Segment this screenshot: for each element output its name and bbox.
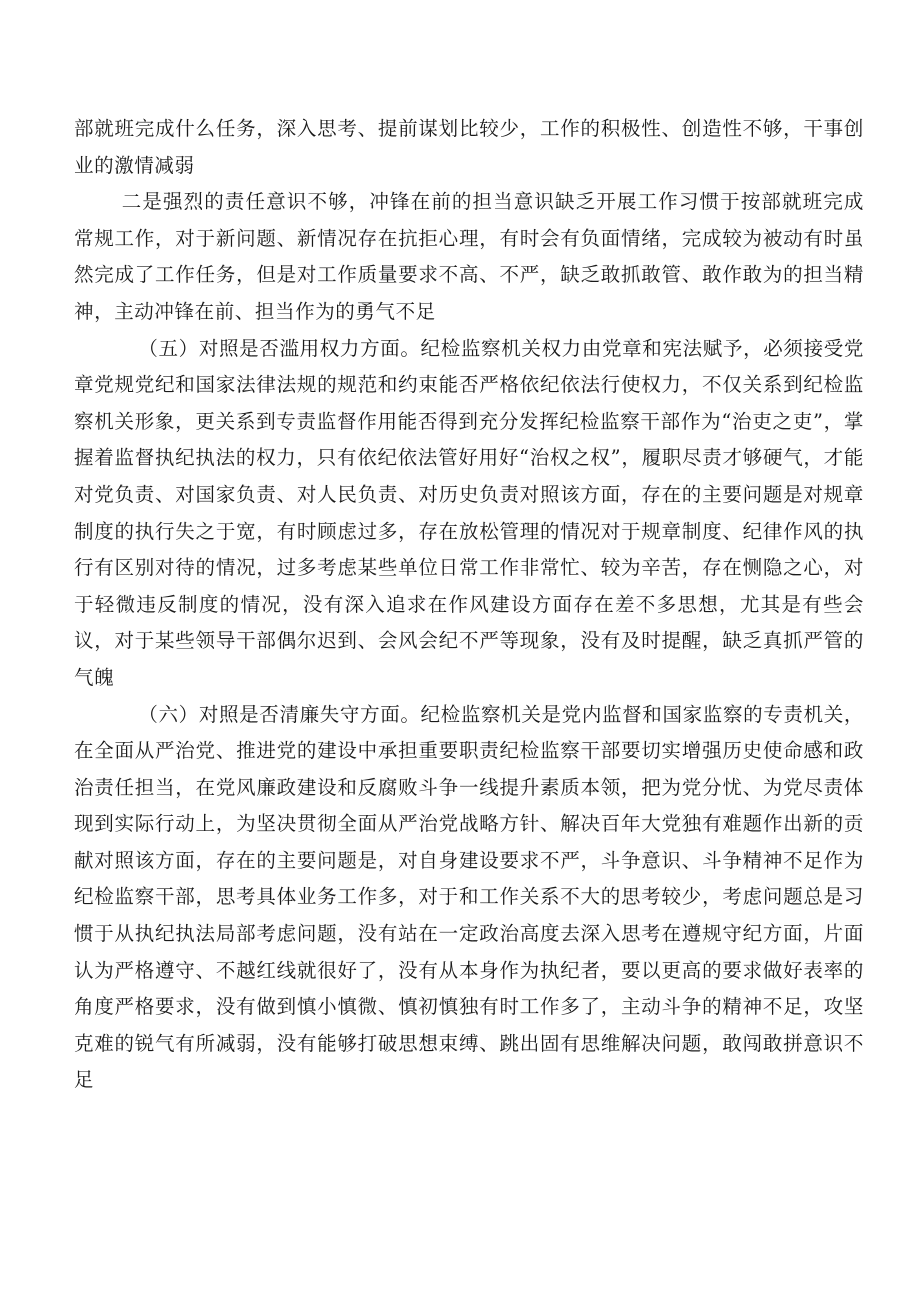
paragraph-section-five: （五）对照是否滥用权力方面。纪检监察机关权力由党章和宪法赋予，必须接受党章党规党纪和国家法律法规的规范和约束能否严格依纪依法行使权力，不仅关系到纪检监察机关形象，更关系到专责监督作用能否得到充分发挥纪检监察干部作为“治吏之吏”，掌握着监督执纪执法的权力，只有依纪依法管好用好“治权之权”，履职尽责才够硬气，才能对党负责、对国家负责、对人民负责、对历史负责对照该方面，存在的主要问题是对规章制度的执行失之于宽，有时顾虑过多，存在放松管理的情况对于规章制度、纪律作风的执行有区别对待的情况，过多考虑某些单位日常工作非常忙、较为辛苦，存在恻隐之心，对于轻微违反制度的情况，没有深入追求在作风建设方面存在差不多思想，尤其是有些会议，对于某些领导干部偶尔迟到、会风会纪不严等现象，没有及时提醒，缺乏真抓严管的气魄: [74, 336, 864, 689]
paragraph-responsibility: 二是强烈的责任意识不够，冲锋在前的担当意识缺乏开展工作习惯于按部就班完成常规工作，对于新问题、新情况存在抗拒心理，有时会有负面情绪，完成较为被动有时虽然完成了工作任务，但是对工作质量要求不高、不严，缺乏敢抓敢管、敢作敢为的担当精神，主动冲锋在前、担当作为的勇气不足: [74, 190, 864, 323]
paragraph-continuation: 部就班完成什么任务，深入思考、提前谋划比较少，工作的积极性、创造性不够，干事创业的激情减弱: [74, 117, 864, 177]
document-body: [74, 111, 864, 1099]
paragraph-section-six: （六）对照是否清廉失守方面。纪检监察机关是党内监督和国家监察的专责机关，在全面从严治党、推进党的建设中承担重要职责纪检监察干部要切实增强历史使命感和政治责任担当，在党风廉政建设和反腐败斗争一线提升素质本领，把为党分忧、为党尽责体现到实际行动上，为坚决贯彻全面从严治党战略方针、解决百年大党独有难题作出新的贡献对照该方面，存在的主要问题是，对自身建设要求不严，斗争意识、斗争精神不足作为纪检监察干部，思考具体业务工作多，对于和工作关系不大的思考较少，考虑问题总是习惯于从执纪执法局部考虑问题，没有站在一定政治高度去深入思考在遵规守纪方面，片面认为严格遵守、不越红线就很好了，没有从本身作为执纪者，要以更高的要求做好表率的角度严格要求，没有做到慎小慎微、慎初慎独有时工作多了，主动斗争的精神不足，攻坚克难的锐气有所减弱，没有能够打破思想束缚、跳出固有思维解决问题，敢闯敢拼意识不足: [74, 702, 864, 1092]
